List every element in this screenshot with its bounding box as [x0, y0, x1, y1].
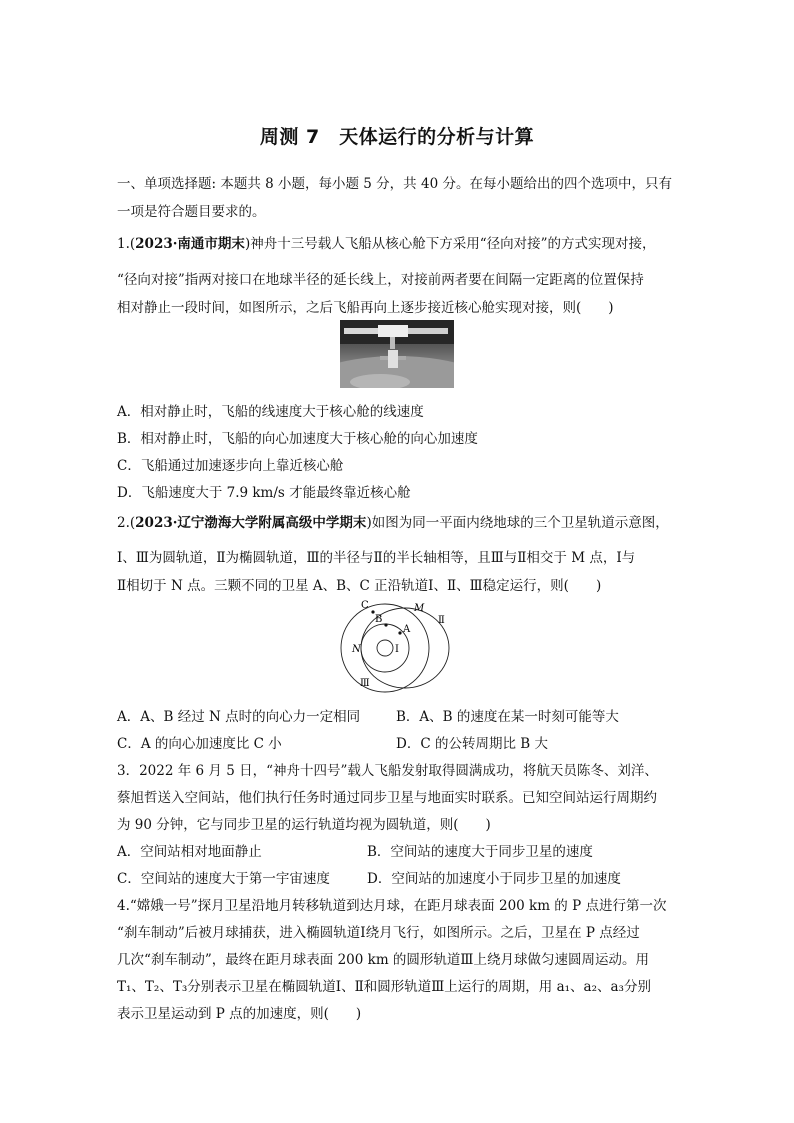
q1-stem-line1: 1.(2023·南通市期末)神舟十三号载人飞船从核心舱下方采用“径向对接”的方式实现对接， — [117, 236, 656, 252]
label-n: N — [352, 644, 361, 655]
q1-photo-spacecraft — [340, 320, 454, 388]
q1-option-c: C．飞船通过加速逐步向上靠近核心舱 — [117, 458, 344, 474]
label-orbit-iii: Ⅲ — [360, 678, 370, 689]
q3-stem-line3: 为 90 分钟，它与同步卫星的运行轨道均视为圆轨道，则( ) — [117, 817, 491, 833]
q4-stem-line5: 表示卫星运动到 P 点的加速度，则( ) — [117, 1006, 362, 1022]
section-heading-cont: 一项是符合题目要求的。 — [117, 204, 266, 220]
q1-option-b: B．相对静止时，飞船的向心加速度大于核心舱的向心加速度 — [117, 431, 478, 447]
q3-stem-line2: 蔡旭哲送入空间站，他们执行任务时通过同步卫星与地面实时联系。已知空间站运行周期约 — [117, 790, 657, 806]
q4-stem-line2: “刹车制动”后被月球捕获，进入椭圆轨道Ⅰ绕月飞行，如图所示。之后，卫星在 P 点经过 — [117, 925, 640, 941]
label-orbit-ii: Ⅱ — [438, 615, 445, 626]
q3-option-b: B．空间站的速度大于同步卫星的速度 — [367, 844, 593, 860]
q1-option-d: D．飞船速度大于 7.9 km/s 才能最终靠近核心舱 — [117, 485, 411, 501]
q3-option-c: C．空间站的速度大于第一宇宙速度 — [117, 871, 330, 887]
q1-option-a: A．相对静止时，飞船的线速度大于核心舱的线速度 — [117, 404, 424, 420]
page-title: 周测 7 天体运行的分析与计算 — [259, 126, 535, 148]
q3-option-a: A．空间站相对地面静止 — [117, 844, 262, 860]
q2-stem-line1: 2.(2023·辽宁渤海大学附属高级中学期末)如图为同一平面内绕地球的三个卫星轨道示意图， — [117, 515, 669, 531]
q2-option-b: B．A、B 的速度在某一时刻可能等大 — [396, 709, 619, 725]
q1-source: 2023·南通市期末 — [135, 236, 245, 252]
label-orbit-i: Ⅰ — [395, 644, 399, 655]
q2-source: 2023·辽宁渤海大学附属高级中学期末 — [135, 515, 367, 531]
orbit-i — [361, 624, 409, 672]
satellite-a-dot — [398, 631, 401, 634]
q2-stem-line2: Ⅰ、Ⅲ为圆轨道，Ⅱ为椭圆轨道，Ⅲ的半径与Ⅱ的半长轴相等，且Ⅲ与Ⅱ相交于 M 点，Ⅰ与 — [117, 550, 636, 566]
q2-option-a: A．A、B 经过 N 点时的向心力一定相同 — [117, 709, 361, 725]
earth — [377, 640, 393, 656]
q2-stem-line3: Ⅱ相切于 N 点。三颗不同的卫星 A、B、C 正沿轨道Ⅰ、Ⅱ、Ⅲ稳定运行，则( ) — [117, 578, 602, 594]
section-heading: 一、单项选择题: 本题共 8 小题，每小题 5 分，共 40 分。在每小题给出的四个选项中，只有 — [117, 176, 672, 192]
spacecraft-icon — [340, 320, 454, 388]
label-m: M — [414, 603, 425, 614]
label-c: C — [361, 600, 369, 611]
q1-stem-line2: “径向对接”指两对接口在地球半径的延长线上，对接前两者要在间隔一定距离的位置保持 — [117, 272, 644, 288]
q3-stem-line1: 3．2022 年 6 月 5 日，“神舟十四号”载人飞船发射取得圆满成功，将航天员陈冬、刘洋、 — [117, 763, 658, 779]
q2-option-d: D．C 的公转周期比 B 大 — [396, 736, 548, 752]
satellite-b-dot — [384, 623, 387, 626]
label-a: A — [403, 624, 411, 635]
q1-stem-line3: 相对静止一段时间，如图所示，之后飞船再向上逐步接近核心舱实现对接，则( ) — [117, 300, 614, 316]
q4-stem-line4: T₁、T₂、T₃分别表示卫星在椭圆轨道Ⅰ、Ⅱ和圆形轨道Ⅲ上运行的周期，用 a₁、a₂、a₃分别 — [117, 979, 651, 995]
q3-option-d: D．空间站的加速度小于同步卫星的加速度 — [367, 871, 621, 887]
label-b: B — [375, 614, 383, 625]
q2-option-c: C．A 的向心加速度比 C 小 — [117, 736, 282, 752]
q4-stem-line3: 几次“刹车制动”，最终在距月球表面 200 km 的圆形轨道Ⅲ上绕月球做匀速圆周运动。用 — [117, 952, 649, 968]
q2-orbit-diagram — [330, 598, 460, 698]
q4-stem-line1: 4.“嫦娥一号”探月卫星沿地月转移轨道到达月球，在距月球表面 200 km 的 P 点进行第一次 — [117, 898, 667, 914]
